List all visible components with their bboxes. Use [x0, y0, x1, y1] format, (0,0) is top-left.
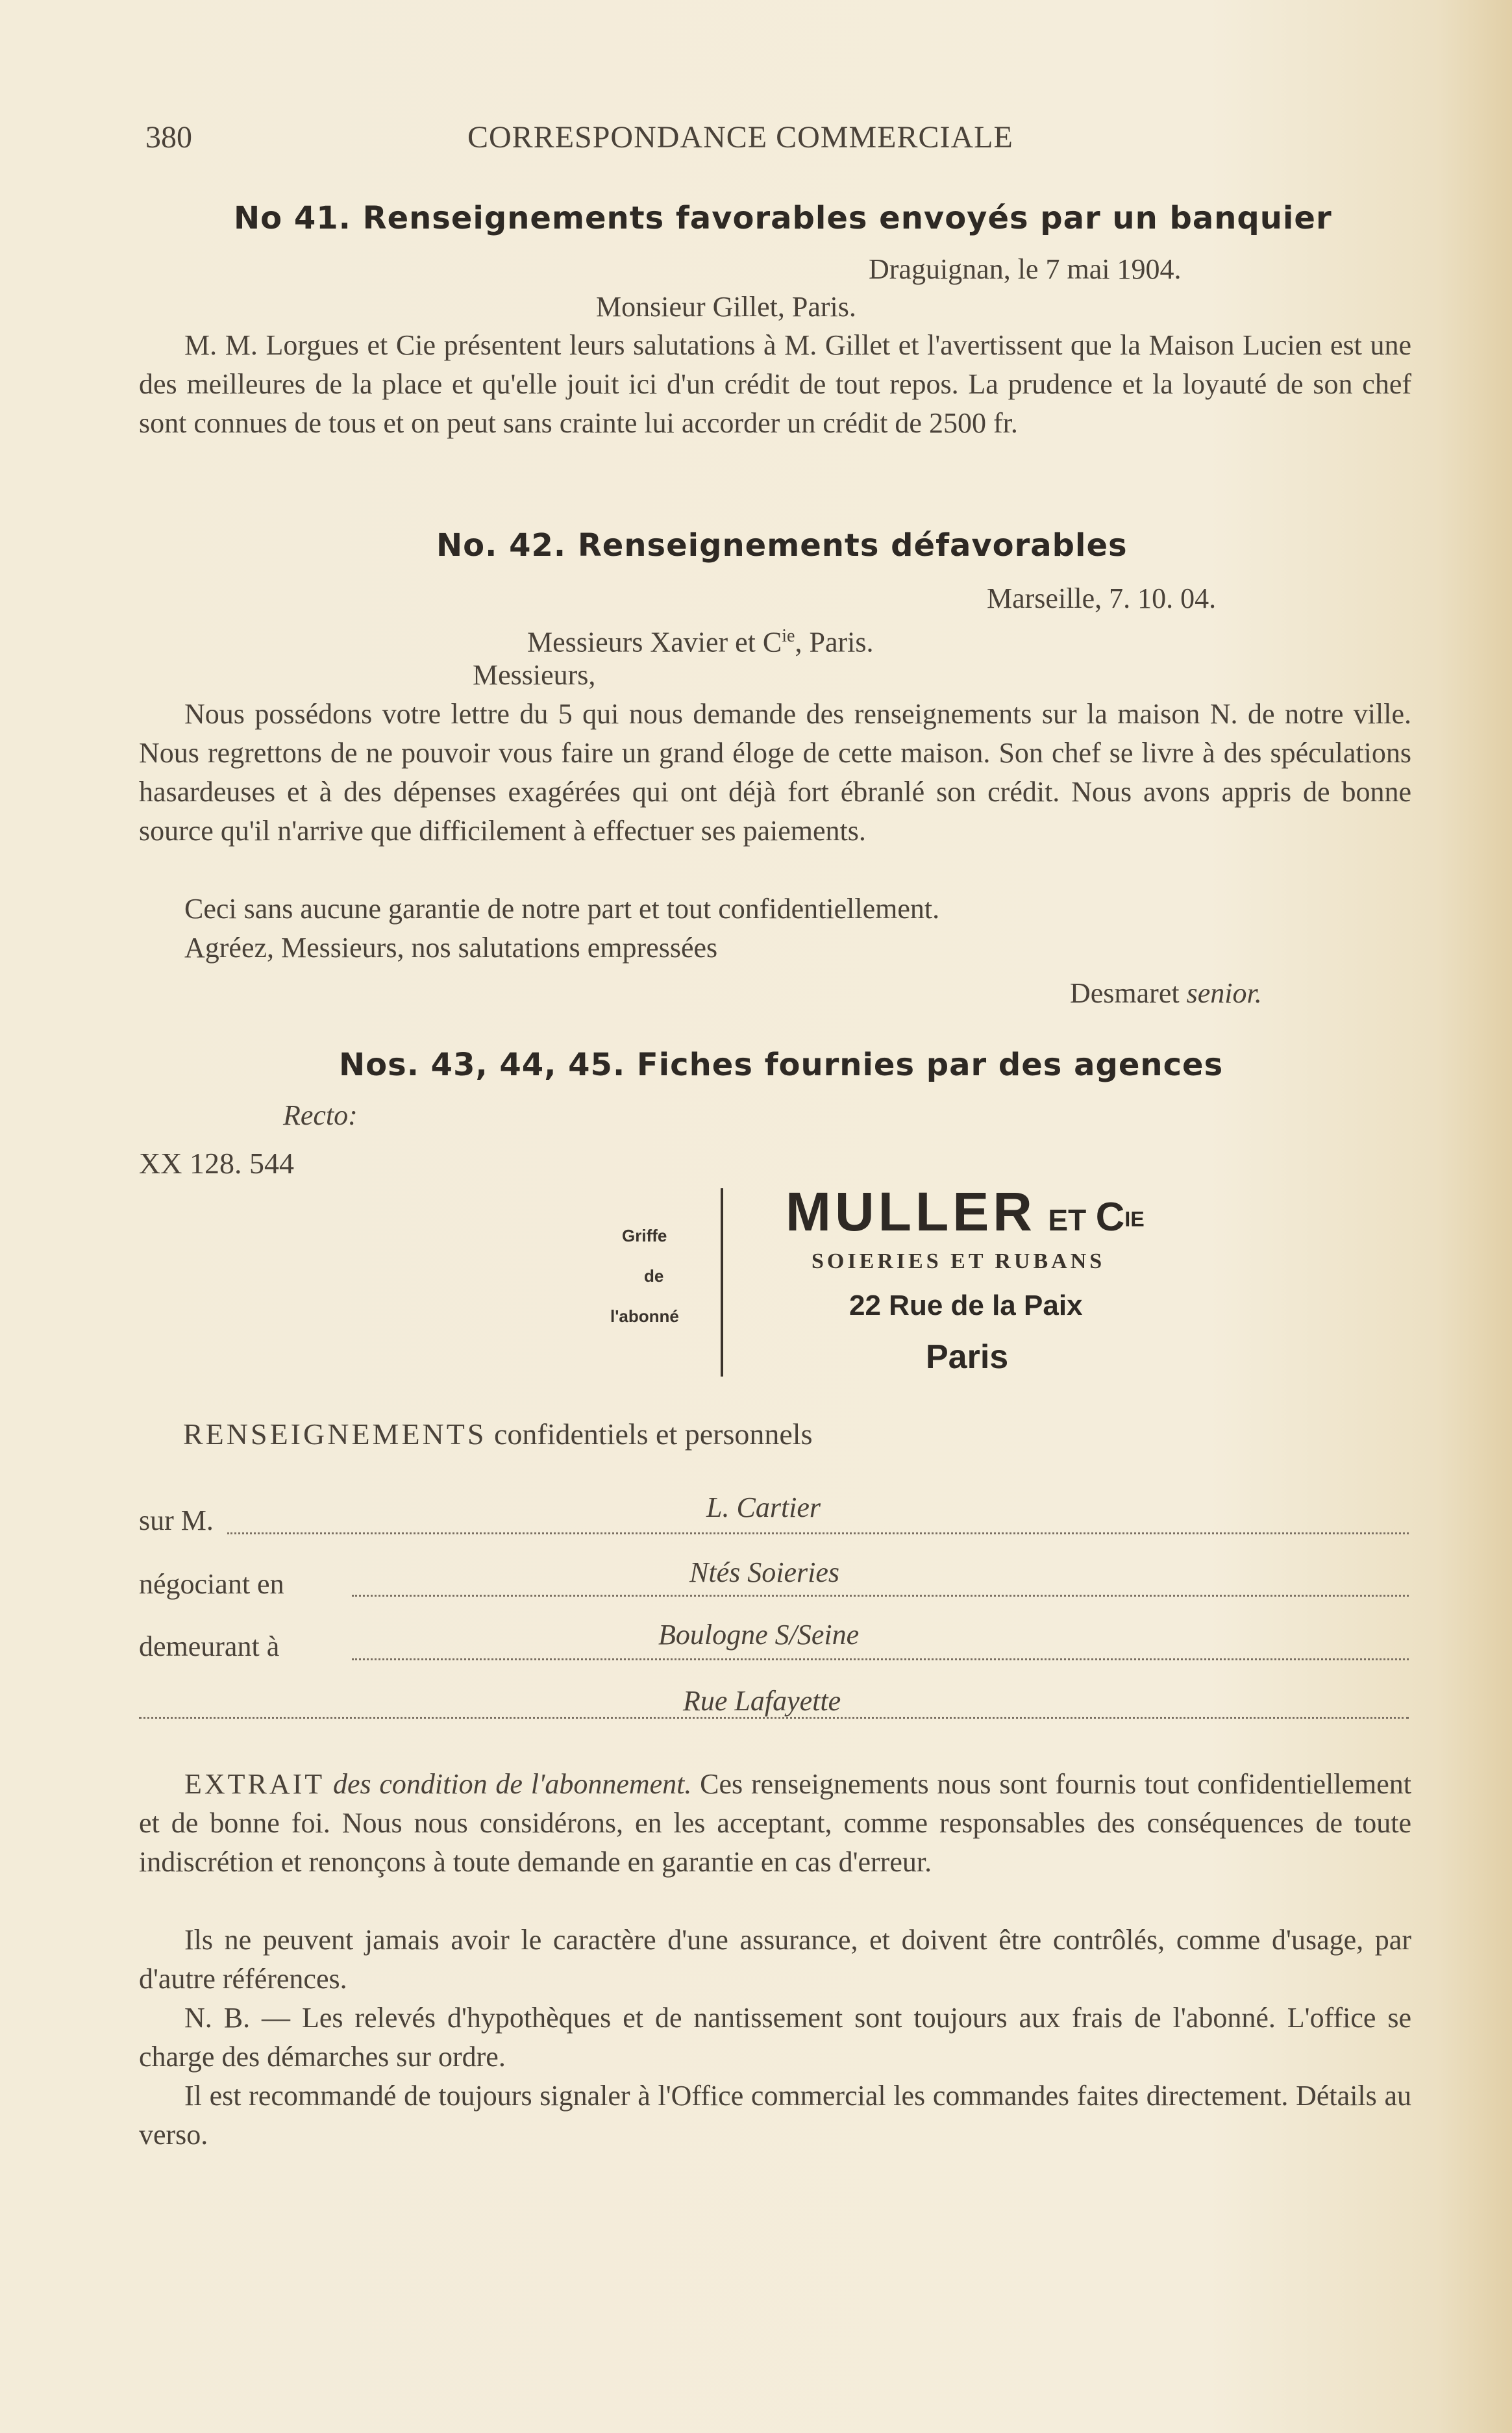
company-name: MULLER ET $C^{IE}$: [786, 1181, 1145, 1242]
letter-42-address: Messieurs Xavier et $C^{ie}$, Paris.: [527, 626, 874, 658]
letter-42-heading: No. 42. Renseignements défavorables: [436, 527, 1128, 564]
company-street: 22 Rue de la Paix: [849, 1290, 1083, 1321]
letter-42-closing: Agréez, Messieurs, nos salutations empressées: [184, 932, 718, 964]
extrait-paragraph: EXTRAIT des condition de l'abonnement. Ces renseignements nous sont fournis tout confidentiellement et de bonne foi. Nous nous considérons, en les acceptant, comme responsables des conséquences de toute indiscrétion et renonçons à toute demande en garantie en cas d'erreur.: [139, 1768, 1411, 1878]
fiches-heading: Nos. 43, 44, 45. Fiches fournies par des agences: [339, 1047, 1224, 1083]
letter-41-body: M. M. Lorgues et Cie présentent leurs salutations à M. Gillet et l'avertissent que la Maison Lucien est une des meilleures de la place et qu'elle jouit ici d'un crédit de tout repos. La prudence et la loyauté de son chef sont connues de tous et on peut sans crainte lui accorder un crédit de 2500 fr.: [139, 329, 1411, 439]
form-sur-value: L. Cartier: [706, 1491, 821, 1523]
letter-41-place-date: Draguignan, le 7 mai 1904.: [869, 253, 1182, 285]
form-demeurant-line: [352, 1658, 1409, 1660]
extrait-paragraph-4: Il est recommandé de toujours signaler à l'Office commercial les commandes faites directement. Détails au verso.: [139, 2080, 1411, 2151]
letter-42-body: Nous possédons votre lettre du 5 qui nous demande des renseignements sur la maison N. de notre ville. Nous regrettons de ne pouvoir vous faire un grand éloge de cette maison. Son chef se livre à des spéculations hasardeuses et à des dépenses exagérées qui ont déjà fort ébranlé son crédit. Nous avons appris de bonne source qu'il n'arrive que difficilement à effectuer ses paiements.: [139, 698, 1411, 847]
form-demeurant-label: demeurant à: [139, 1630, 280, 1662]
form-rue-value: Rue Lafayette: [683, 1685, 841, 1717]
extrait-paragraph-3: N. B. — Les relevés d'hypothèques et de nantissement sont toujours aux frais de l'abonné. L'office se charge des démarches sur ordre.: [139, 2002, 1411, 2073]
letter-42-reserve: Ceci sans aucune garantie de notre part et tout confidentiellement.: [184, 893, 940, 925]
form-sur-line: [227, 1532, 1409, 1534]
page-number: 380: [145, 120, 192, 155]
letter-42-place-date: Marseille, 7. 10. 04.: [987, 582, 1217, 614]
extrait-paragraph-2: Ils ne peuvent jamais avoir le caractère d'une assurance, et doivent être contrôlés, comme d'usage, par d'autre références.: [139, 1924, 1411, 1995]
stamp-bracket: [721, 1188, 723, 1377]
form-negociant-value: Ntés Soieries: [689, 1556, 839, 1588]
letter-41-heading: No 41. Renseignements favorables envoyés par un banquier: [234, 200, 1332, 236]
company-city: Paris: [926, 1338, 1009, 1376]
running-title: CORRESPONDANCE COMMERCIALE: [467, 120, 1013, 155]
form-demeurant-value: Boulogne S/Seine: [658, 1619, 860, 1651]
letter-42-signature: Desmaret senior.: [1070, 977, 1262, 1009]
griffe-line-2: de: [644, 1266, 664, 1286]
form-negociant-line: [352, 1595, 1409, 1597]
griffe-line-3: l'abonné: [610, 1306, 679, 1326]
letter-41-address: Monsieur Gillet, Paris.: [596, 291, 856, 323]
recto-label: Recto:: [283, 1099, 358, 1131]
company-trade: SOIERIES ET RUBANS: [812, 1249, 1106, 1273]
reference-number: XX 128. 544: [139, 1147, 294, 1180]
renseignements-title: RENSEIGNEMENTS confidentiels et personnels: [183, 1417, 813, 1451]
form-negociant-label: négociant en: [139, 1568, 284, 1600]
griffe-line-1: Griffe: [622, 1226, 667, 1245]
form-sur-label: sur M.: [139, 1504, 214, 1536]
letter-42-salutation: Messieurs,: [473, 659, 596, 691]
